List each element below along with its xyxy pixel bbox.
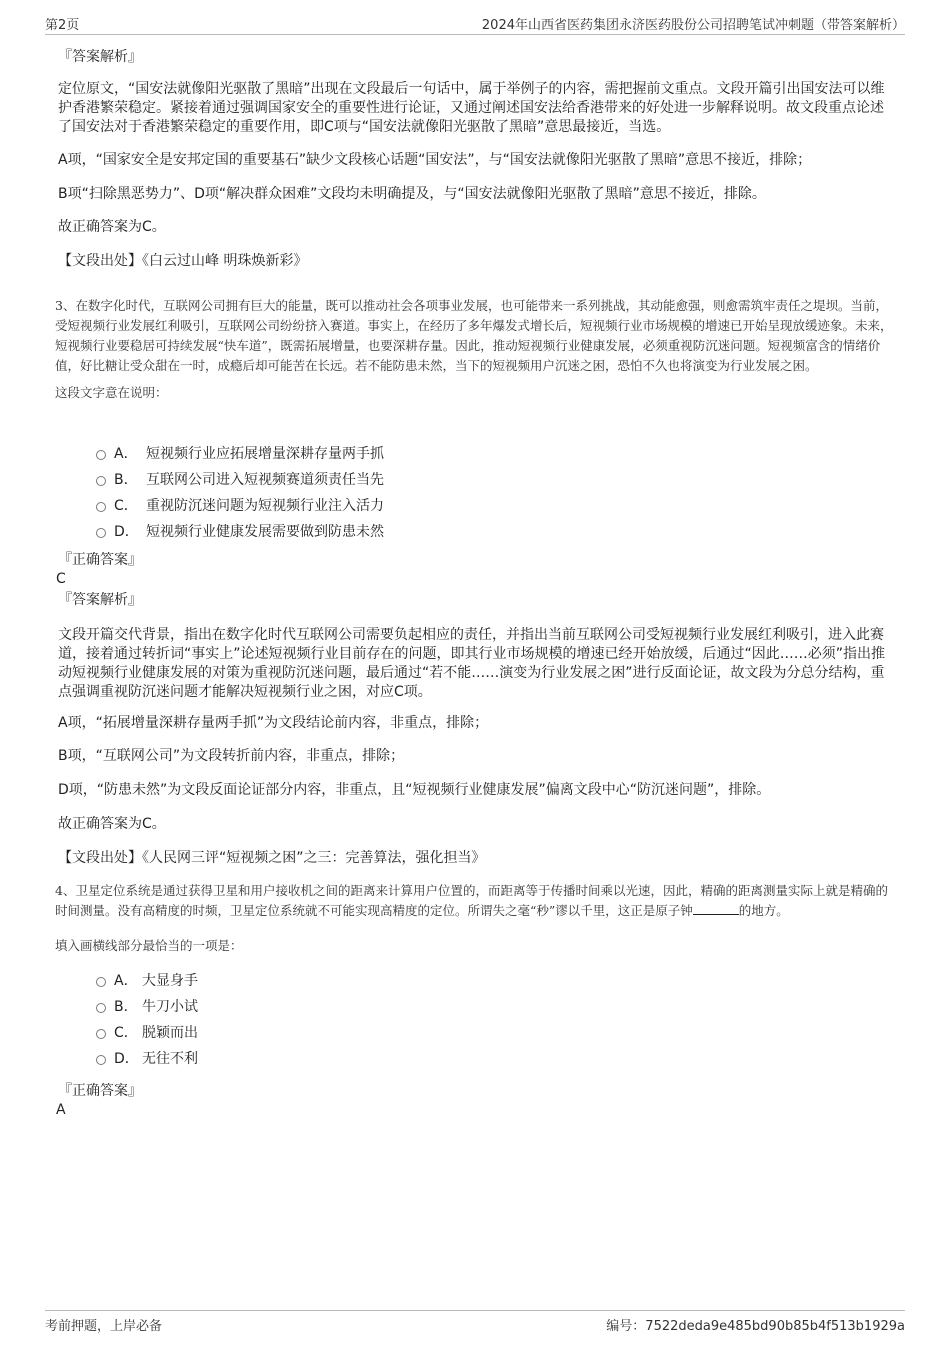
- document-title: 2024年山西省医药集团永济医药股份公司招聘笔试冲刺题（带答案解析）: [481, 18, 905, 33]
- option-letter: C．: [114, 498, 138, 514]
- q4-option-d[interactable]: [96, 1049, 198, 1069]
- q3-analysis-label: 『答案解析』: [58, 592, 142, 608]
- radio-icon[interactable]: [96, 450, 106, 460]
- q2-analysis: 定位原文，“国安法就像阳光驱散了黑暗”出现在文段最后一句话中，属于举例子的内容，需把握前文重点。文段开篇引出国安法可以维护香港繁荣稳定。紧接着通过强调国家安全的重要性进行论证，又通过阐述国安法给香港带来的好处进一步解释说明。故文段重点论述了国安法对于香港繁荣稳定的重要作用，即C项与“国安法就像阳光驱散了黑暗”意思最接近，当选。: [58, 81, 885, 135]
- option-letter: C．: [114, 1025, 138, 1041]
- radio-icon[interactable]: [96, 476, 106, 486]
- option-letter: A．: [114, 446, 138, 462]
- q4-prompt: 填入画横线部分最恰当的一项是：: [55, 938, 243, 953]
- q4-option-c[interactable]: [96, 1023, 198, 1043]
- option-text: 重视防沉迷问题为短视频行业注入活力: [146, 498, 384, 514]
- radio-icon[interactable]: [96, 528, 106, 538]
- footer-slogan: 考前押题，上岸必备: [45, 1319, 163, 1334]
- option-text: 牛刀小试: [142, 999, 198, 1015]
- q3-answer: C: [56, 571, 66, 587]
- option-text: 短视频行业应拓展增量深耕存量两手抓: [146, 446, 384, 462]
- radio-icon[interactable]: [96, 1029, 106, 1039]
- q3-option-a[interactable]: [96, 444, 384, 464]
- page-footer: [45, 1310, 905, 1335]
- option-text: 脱颖而出: [142, 1025, 198, 1041]
- q3-option-c[interactable]: [96, 496, 384, 516]
- page-number: 第2页: [45, 18, 80, 33]
- option-letter: D．: [114, 1051, 139, 1067]
- fill-blank: [693, 902, 739, 915]
- option-text: 互联网公司进入短视频赛道须责任当先: [146, 472, 384, 488]
- radio-icon[interactable]: [96, 502, 106, 512]
- radio-icon[interactable]: [96, 1003, 106, 1013]
- q3-option-b-note: B项，“互联网公司”为文段转折前内容，非重点，排除；: [58, 748, 405, 764]
- q4-answer-label: 『正确答案』: [58, 1083, 142, 1099]
- q2-source: 【文段出处】《白云过山峰 明珠焕新彩》: [58, 253, 308, 269]
- q2-option-bd-note: B项“扫除黑恶势力”、D项“解决群众困难”文段均未明确提及，与“国安法就像阳光驱散了黑暗”意思不接近，排除。: [58, 186, 766, 202]
- q4-question-part2: 的地方。: [738, 903, 789, 918]
- q2-analysis-label: 『答案解析』: [58, 49, 142, 65]
- q3-conclusion: 故正确答案为C。: [58, 816, 166, 832]
- option-letter: B．: [114, 999, 138, 1015]
- document-id: 编号：7522deda9e485bd90b85b4f513b1929a: [606, 1319, 905, 1334]
- q4-answer: A: [56, 1102, 66, 1118]
- q3-analysis: 文段开篇交代背景，指出在数字化时代互联网公司需要负起相应的责任，并指出当前互联网公司受短视频行业发展红利吸引，进入此赛道，接着通过转折词“事实上”论述短视频行业目前存在的问题，即其行业市场规模的增速已经开始放缓，后通过“因此……必须”指出推动短视频行业健康发展的对策为重视防沉迷问题，最后通过“若不能……演变为行业发展之困”进行反面论证，故文段为分总分结构，重点强调重视防沉迷问题才能解决短视频行业之困，对应C项。: [58, 627, 886, 700]
- option-letter: A．: [114, 973, 138, 989]
- q3-prompt: 这段文字意在说明：: [55, 385, 168, 400]
- radio-icon[interactable]: [96, 977, 106, 987]
- q3-option-d[interactable]: [96, 522, 384, 542]
- option-text: 短视频行业健康发展需要做到防患未然: [146, 524, 384, 540]
- option-letter: B．: [114, 472, 138, 488]
- option-text: 无往不利: [142, 1051, 198, 1067]
- q2-option-a-note: A项，“国家安全是安邦定国的重要基石”缺少文段核心话题“国安法”，与“国安法就像阳光驱散了黑暗”意思不接近，排除；: [58, 152, 812, 168]
- q4-question: [55, 881, 900, 921]
- option-letter: D．: [114, 524, 139, 540]
- radio-icon[interactable]: [96, 1055, 106, 1065]
- q4-option-b[interactable]: [96, 997, 198, 1017]
- q4-question-part1: 4、卫星定位系统是通过获得卫星和用户接收机之间的距离来计算用户位置的，而距离等于传播时间乘以光速，因此，精确的距离测量实际上就是精确的时间测量。没有高精度的时频，卫星定位系统就不可能实现高精度的定位。所谓失之毫“秒”谬以千里，这正是原子钟: [55, 883, 888, 918]
- q2-conclusion: 故正确答案为C。: [58, 219, 166, 235]
- q3-option-b[interactable]: [96, 470, 384, 490]
- q3-answer-label: 『正确答案』: [58, 552, 142, 568]
- q3-source: 【文段出处】《人民网三评“短视频之困”之三：完善算法，强化担当》: [58, 850, 486, 866]
- q4-option-a[interactable]: [96, 971, 198, 991]
- q3-option-d-note: D项，“防患未然”为文段反面论证部分内容，非重点，且“短视频行业健康发展”偏离文段中心“防沉迷问题”，排除。: [58, 782, 771, 798]
- q3-question: 3、在数字化时代，互联网公司拥有巨大的能量，既可以推动社会各项事业发展，也可能带来一系列挑战，其动能愈强，则愈需筑牢责任之堤坝。当前，受短视频行业发展红利吸引，互联网公司纷纷挤入赛道。事实上，在经历了多年爆发式增长后，短视频行业市场规模的增速已开始呈现放缓迹象。未来，短视频行业要稳居可持续发展“快车道”，既需拓展增量，也要深耕存量。因此，推动短视频行业健康发展，必须重视防沉迷问题。短视频富含的情绪价值，好比糖让受众甜在一时，成瘾后却可能苦在长远。若不能防患未然，当下的短视频用户沉迷之困，恐怕不久也将演变为行业发展之困。: [55, 298, 893, 373]
- q3-option-a-note: A项，“拓展增量深耕存量两手抓”为文段结论前内容，非重点，排除；: [58, 715, 489, 731]
- page-header: [45, 14, 905, 35]
- option-text: 大显身手: [142, 973, 198, 989]
